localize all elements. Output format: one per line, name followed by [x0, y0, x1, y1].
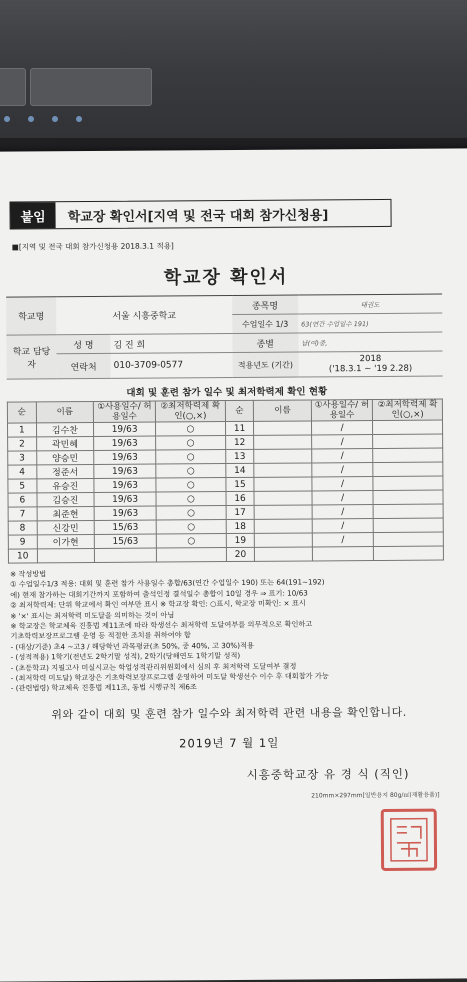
confirmation-text: 위와 같이 대회 및 훈련 참가 일수와 최저학력 관련 내용을 확인합니다. [51, 705, 407, 722]
table-cell: 9 [8, 535, 37, 549]
period-value [298, 351, 442, 377]
period-range: ('18.3.1 ~ '19 2.28) [328, 363, 413, 375]
table-cell: 12 [225, 435, 254, 449]
col-header: ②최저학력제 확인(○,×) [373, 399, 443, 420]
table-cell: 13 [225, 449, 254, 463]
table-cell: ○ [156, 492, 226, 506]
official-seal-stamp [381, 809, 437, 871]
header-title: 학교장 확인서[지역 및 전국 대회 참가신청용] [67, 207, 329, 225]
table-cell [312, 547, 374, 561]
period-year: 2018 [359, 353, 382, 365]
table-cell: 18 [226, 519, 255, 533]
info-table [6, 294, 443, 380]
note-line: - (성적적용) 1학기(전년도 2학기말 성적), 2학기(당해연도 1학기말 성적) [10, 651, 241, 662]
table-cell: 19/63 [94, 450, 156, 464]
note-line: - (대상/기준) 초4 ~고3 / 해당학년 과목평균(초 50%, 중 40%, 고 30%)적용 [10, 640, 254, 652]
participation-body [8, 420, 444, 563]
table-cell [37, 548, 95, 562]
participation-header-row [7, 399, 442, 423]
table-cell: 11 [225, 421, 254, 435]
school-value: 서울 시흥중학교 [56, 296, 232, 335]
table-cell [254, 435, 312, 449]
note-line: ② 최저학력제: 단위 학교에서 확인 여부만 표시 ※ 학교장 확인: ○표시, 학교장 미확인: × 표시 [10, 598, 306, 610]
table-cell: 3 [8, 451, 37, 465]
table-cell: 곽민혜 [36, 436, 94, 450]
note-line: 에) 현재 참가하는 대회기간까지 포함하여 출석인정 결석일수 총합이 10일 경우 ⇒ 표기: 10/63 [10, 588, 308, 600]
header-box [9, 199, 391, 230]
section-title: 대회 및 훈련 참가 일수 및 최저학력제 확인 현황 [126, 386, 328, 399]
days-label: 수업일수 1/3 [232, 314, 298, 333]
table-cell: 15/63 [94, 534, 156, 548]
table-cell: 19/63 [94, 506, 156, 520]
table-cell [373, 504, 443, 518]
wifi-led-icon [28, 116, 34, 122]
table-cell [254, 463, 312, 477]
table-cell: / [312, 519, 374, 533]
table-cell: ○ [156, 450, 226, 464]
period-label: 적용년도 (기간) [232, 352, 298, 377]
paper-spec-footer: 210mm×297mm[일반용지 80g/㎡(재활용품)] [311, 791, 440, 800]
table-cell: 유승진 [36, 478, 94, 492]
table-cell: ○ [156, 534, 226, 548]
disk-led-icon [76, 116, 82, 122]
table-cell [95, 548, 157, 562]
col-header: 순 [225, 400, 254, 421]
attachment-tag: 붙임 [10, 202, 55, 228]
table-cell [255, 533, 313, 547]
note-line: - (관련법령) 학교체육 진흥법 제11조, 동법 시행규칙 제6조 [10, 682, 197, 694]
table-cell: 15 [226, 477, 255, 491]
table-cell: 10 [8, 549, 37, 563]
table-cell: 6 [8, 493, 37, 507]
gender-label: 종별 [232, 333, 298, 352]
table-cell: 최준현 [37, 506, 95, 520]
table-cell [255, 547, 313, 561]
table-cell: / [312, 491, 374, 505]
note-line: 기초학력보장프로그램 운영 등 적절한 조치를 취하여야 함 [10, 630, 191, 641]
table-cell [373, 476, 443, 490]
power-led-icon [4, 116, 10, 122]
table-cell: 4 [8, 465, 37, 479]
table-cell: 1 [8, 423, 37, 437]
table-cell: ○ [156, 436, 226, 450]
table-cell: 2 [8, 437, 37, 451]
col-header: 이름 [254, 400, 312, 421]
bluetooth-led-icon [52, 116, 58, 122]
note-line: - (초등학교) 지필고사 미실시교는 학업성적관리위원회에서 심의 후 최저학력 도달여부 결정 [10, 661, 297, 673]
document-content [5, 199, 449, 802]
table-cell: 신강민 [37, 520, 95, 534]
col-header: ②최저학력제 확인(○,×) [155, 401, 225, 422]
table-cell: 김승진 [37, 492, 95, 506]
table-cell [254, 449, 312, 463]
table-cell: 19/63 [94, 478, 156, 492]
table-cell: ○ [156, 422, 226, 436]
table-cell: 19 [226, 533, 255, 547]
laptop-background [0, 0, 467, 170]
signature-date: 2019년 7 월 1일 [179, 735, 280, 751]
table-cell: 5 [8, 479, 37, 493]
table-cell: 14 [226, 463, 255, 477]
note-line: ※ 작성방법 [10, 569, 47, 579]
table-cell: ○ [156, 506, 226, 520]
note-line: ※ '×' 표시는 최저학력 미도달을 의미하는 것이 아님 [10, 610, 175, 621]
table-cell [374, 532, 444, 546]
table-cell: 19/63 [94, 492, 156, 506]
table-cell [374, 546, 444, 560]
table-cell: ○ [156, 464, 226, 478]
manager-label: 학교 담당자 [6, 335, 56, 379]
table-cell: ○ [156, 520, 226, 534]
sport-value: 태권도 [298, 294, 442, 314]
document-title: 학교장 확인서 [163, 266, 289, 289]
table-cell [373, 462, 443, 476]
col-header: 이름 [36, 401, 94, 422]
table-cell [254, 505, 312, 519]
table-row [8, 546, 443, 563]
table-cell: 20 [226, 547, 255, 561]
days-value: 63(연간 수업일수 191) [298, 313, 442, 333]
table-cell [373, 448, 443, 462]
table-cell: 19/63 [94, 436, 156, 450]
note-line: - (최저학력 미도달) 학교장은 기초학력보장프로그램 운영하여 미도달 학생선수 이수 후 대회참가 가능 [10, 671, 329, 683]
table-cell: 15/63 [94, 520, 156, 534]
table-cell [373, 490, 443, 504]
contact-value: 010-3709-0577 [111, 353, 233, 379]
laptop-key-left [0, 68, 26, 106]
table-cell [254, 491, 312, 505]
laptop-key-right [30, 68, 152, 106]
table-cell: 7 [8, 507, 37, 521]
table-cell [373, 420, 443, 434]
name-value: 김 진 희 [110, 334, 232, 354]
seal-icon [389, 817, 429, 863]
table-cell [254, 477, 312, 491]
table-cell: / [311, 435, 373, 449]
table-cell: 8 [8, 521, 37, 535]
table-cell: 이가현 [37, 534, 95, 548]
col-header: 순 [7, 402, 36, 423]
table-cell: 정준서 [36, 464, 94, 478]
contact-label: 연락처 [57, 353, 111, 378]
gender-value: 남(여)중, [298, 332, 442, 352]
status-leds [4, 116, 82, 122]
instructions-notes [10, 567, 449, 695]
table-cell: / [312, 533, 374, 547]
table-cell: / [312, 505, 374, 519]
table-cell [254, 519, 312, 533]
principal-signature: 시흥중학교장 유 경 식 (직인) [246, 766, 410, 782]
participation-table [7, 399, 444, 564]
table-cell: 19/63 [94, 464, 156, 478]
table-cell: 17 [226, 505, 255, 519]
table-cell [373, 518, 443, 532]
table-cell: / [312, 477, 374, 491]
sport-label: 종목명 [232, 295, 298, 314]
table-cell: / [312, 463, 374, 477]
form-subtitle: ■[지역 및 전국 대회 참가신청용 2018.3.1 적용] [11, 241, 174, 252]
note-line: ※ 학교장은 학교체육 진흥법 제11조에 따라 학생선수 최저학력 도달여부를 의무적으로 확인하고 [10, 619, 313, 631]
table-cell: ○ [156, 478, 226, 492]
table-cell: / [311, 421, 373, 435]
table-cell [373, 434, 443, 448]
table-cell [254, 421, 312, 435]
table-cell: / [312, 449, 374, 463]
col-header: ①사용일수/ 허용일수 [93, 401, 155, 422]
table-cell: 양승민 [36, 450, 94, 464]
note-line: ① 수업일수1/3 적용: 대회 및 훈련 참가 사용일수 총합/63(연간 수업일수 190) 또는 64(191~192) [10, 577, 325, 589]
table-cell: 19/63 [94, 422, 156, 436]
col-header: ①사용일수/ 허용일수 [311, 400, 373, 421]
name-label: 성 명 [56, 334, 110, 353]
school-label: 학교명 [6, 297, 56, 335]
table-cell: 16 [226, 491, 255, 505]
document-paper [0, 148, 467, 981]
table-cell: 김수찬 [36, 422, 94, 436]
table-cell [156, 548, 226, 562]
